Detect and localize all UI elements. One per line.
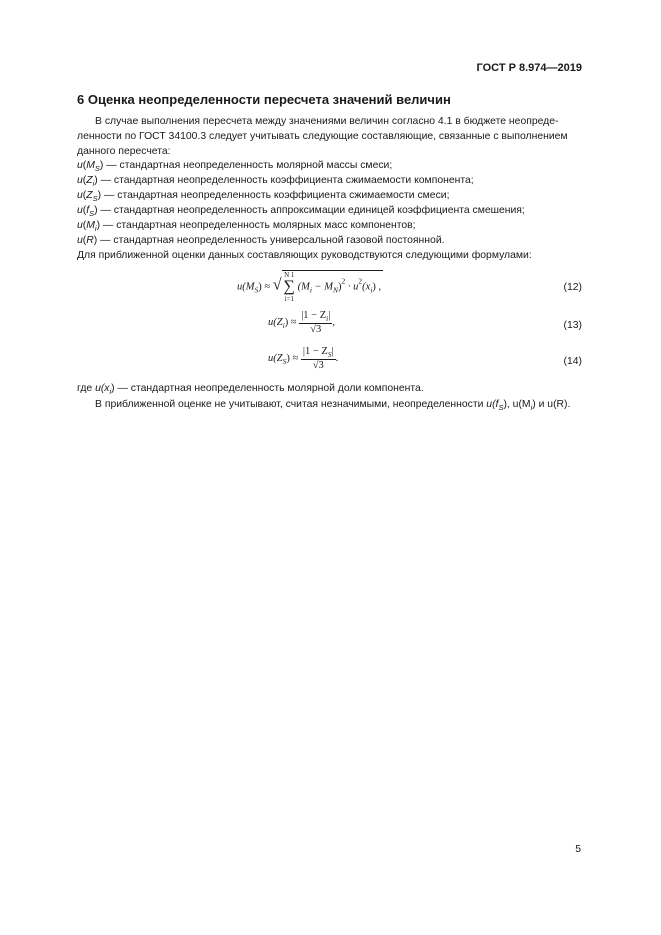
equation-12-number: (12) bbox=[563, 282, 582, 293]
document-id: ГОСТ Р 8.974—2019 bbox=[476, 62, 582, 74]
where-clause: где $u(x_i)$ — стандартная неопределенность молярной доли компонента. bbox=[77, 383, 424, 396]
section-title: 6 Оценка неопределенности пересчета значений величин bbox=[77, 92, 451, 107]
formulas-intro: Для приближенной оценки данных составляющих руководствуются следующими формулами: bbox=[77, 250, 532, 261]
equation-14-number: (14) bbox=[563, 356, 582, 367]
equation-13-number: (13) bbox=[563, 320, 582, 331]
component-item: $u(f_S)$ — стандартная неопределенность аппроксимации единицей коэффициента смешения; bbox=[77, 205, 525, 218]
page-number: 5 bbox=[575, 844, 581, 855]
note: В приближенной оценке не учитывают, считая незначимыми, неопределенности $u(f_S)$, $u(M_i)$ и u(R). bbox=[95, 399, 571, 412]
equation-12: $u(M_S)$ ≈ √ N 1 ∑ i=1 $(M_i - M_N)^2 \cdot u^2(x_i)$ , bbox=[237, 271, 382, 303]
component-item: $u(M_i)$ — стандартная неопределенность молярных масс компонентов; bbox=[77, 220, 416, 233]
intro-line-3: данного пересчета: bbox=[77, 146, 171, 157]
component-item: u(R) — стандартная неопределенность универсальной газовой постоянной. bbox=[77, 235, 445, 246]
component-item: $u(M_S)$ — стандартная неопределенность молярной массы смеси; bbox=[77, 160, 393, 173]
equation-13: $u(Z_i)$ ≈ $\frac{|1 - Z_i|}{√3}$ , bbox=[268, 310, 335, 335]
component-item: $u(Z_S)$ — стандартная неопределенность коэффициента сжимаемости смеси; bbox=[77, 190, 450, 203]
equation-14: $u(Z_S)$ ≈ $\frac{|1 - Z_S|}{√3}$ . bbox=[268, 346, 339, 371]
component-item: $u(Z_i)$ — стандартная неопределенность коэффициента сжимаемости компонента; bbox=[77, 175, 474, 188]
intro-line-2: ленности по ГОСТ 34100.3 следует учитывать следующие составляющие, связанные с выполнением bbox=[77, 131, 568, 142]
intro-line-1: В случае выполнения пересчета между значениями величин согласно 4.1 в бюджете неопреде- bbox=[95, 116, 559, 127]
